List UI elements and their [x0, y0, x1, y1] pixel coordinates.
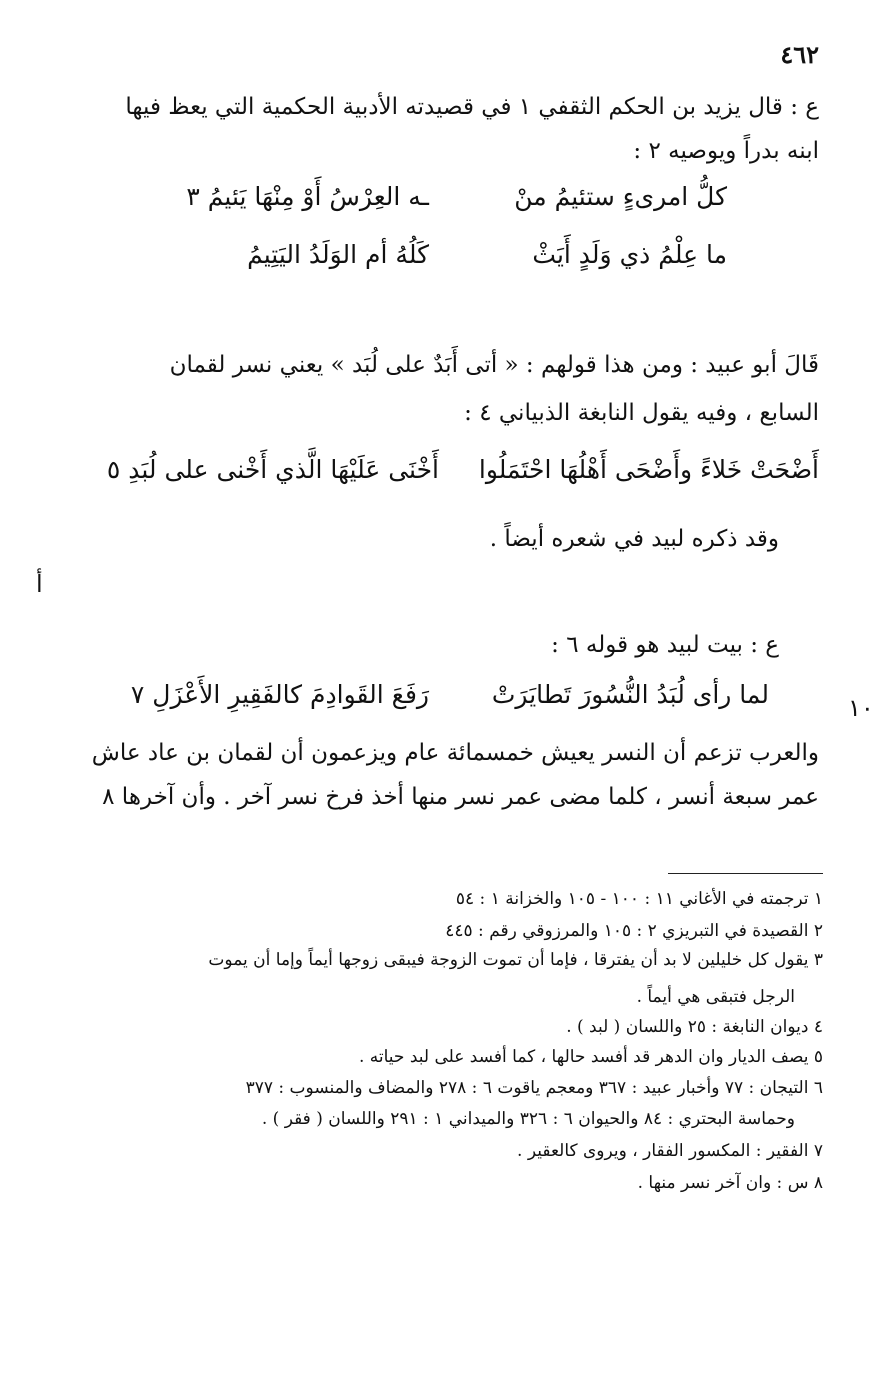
- body-line: قَالَ أبو عبيد : ومن هذا قولهم : « أتى أَبَدٌ على لُبَد » يعني نسر لقمان: [169, 352, 819, 378]
- footnote: ٢ القصيدة في التبريزي ٢ : ١٠٥ والمرزوقي رقم : ٤٤٥: [445, 921, 823, 941]
- footnote-continuation: وحماسة البحتري : ٨٤ والحيوان ٦ : ٣٢٦ والميداني ١ : ٢٩١ واللسان ( فقر ) .: [261, 1109, 795, 1129]
- body-line: عمر سبعة أنسر ، كلما مضى عمر نسر منها أخذ فرخ نسر آخر . وأن آخرها ٨: [102, 784, 819, 810]
- footnote: ٦ التيجان : ٧٧ وأخبار عبيد : ٣٦٧ ومعجم ياقوت ٦ : ٢٧٨ والمضاف والمنسوب : ٣٧٧: [245, 1078, 823, 1098]
- verse-hemistich: رَفَعَ القَوادِمَ كالفَقِيرِ الأَعْزَلِ ٧: [130, 680, 429, 709]
- footnote: ٣ يقول كل خليلين لا بد أن يفترقا ، فإما أن تموت الزوجة فيبقى زوجها أيماً وإما أن يموت: [208, 950, 823, 970]
- verse-hemistich: أَخْنَى عَلَيْهَا الَّذي أَخْنى على لُبَدِ ٥: [106, 455, 439, 484]
- body-line: وقد ذكره لبيد في شعره أيضاً .: [489, 526, 779, 552]
- body-line: ابنه بدراً ويوصيه ٢ :: [633, 138, 819, 164]
- footnote-separator: [668, 873, 823, 874]
- body-line: ع : بيت لبيد هو قوله ٦ :: [551, 632, 779, 658]
- body-line: والعرب تزعم أن النسر يعيش خمسمائة عام ويزعمون أن لقمان بن عاد عاش: [91, 740, 819, 766]
- footnote-continuation: الرجل فتبقى هي أيماً .: [636, 987, 795, 1007]
- verse-hemistich: لما رأى لُبَدُ النُّسُورَ تَطايَرَتْ: [491, 680, 769, 709]
- verse-hemistich: ـه العِرْسُ أَوْ مِنْهَا يَئيمُ ٣: [186, 182, 429, 211]
- page-number: ٤٦٢: [780, 40, 819, 69]
- body-line: السابع ، وفيه يقول النابغة الذبياني ٤ :: [464, 400, 819, 426]
- verse-hemistich: ما عِلْمُ ذي وَلَدٍ أَيَثْ: [532, 240, 727, 269]
- footnote: ٨ س : وان آخر نسر منها .: [637, 1173, 823, 1193]
- margin-letter: أ: [36, 570, 43, 598]
- footnote: ٧ الفقير : المكسور الفقار ، ويروى كالعقير .: [517, 1141, 823, 1161]
- footnote: ٤ ديوان النابغة : ٢٥ واللسان ( لبد ) .: [566, 1017, 823, 1037]
- verse-hemistich: أَضْحَتْ خَلاءً وأَضْحَى أَهْلُهَا احْتَمَلُوا: [478, 455, 819, 484]
- body-line: ع : قال يزيد بن الحكم الثقفي ١ في قصيدته الأدبية الحكمية التي يعظ فيها: [125, 94, 819, 120]
- footnote: ٥ يصف الديار وان الدهر قد أفسد حالها ، كما أفسد على لبد حياته .: [358, 1047, 823, 1067]
- verse-hemistich: كَلُهُ أم الوَلَدُ اليَتِيمُ: [247, 240, 429, 269]
- footnote: ١ ترجمته في الأغاني ١١ : ١٠٠ - ١٠٥ والخزانة ١ : ٥٤: [455, 889, 823, 909]
- line-number: ١٠: [848, 694, 874, 722]
- verse-hemistich: كلُّ امرىءٍ ستئيمُ منْ: [514, 182, 727, 211]
